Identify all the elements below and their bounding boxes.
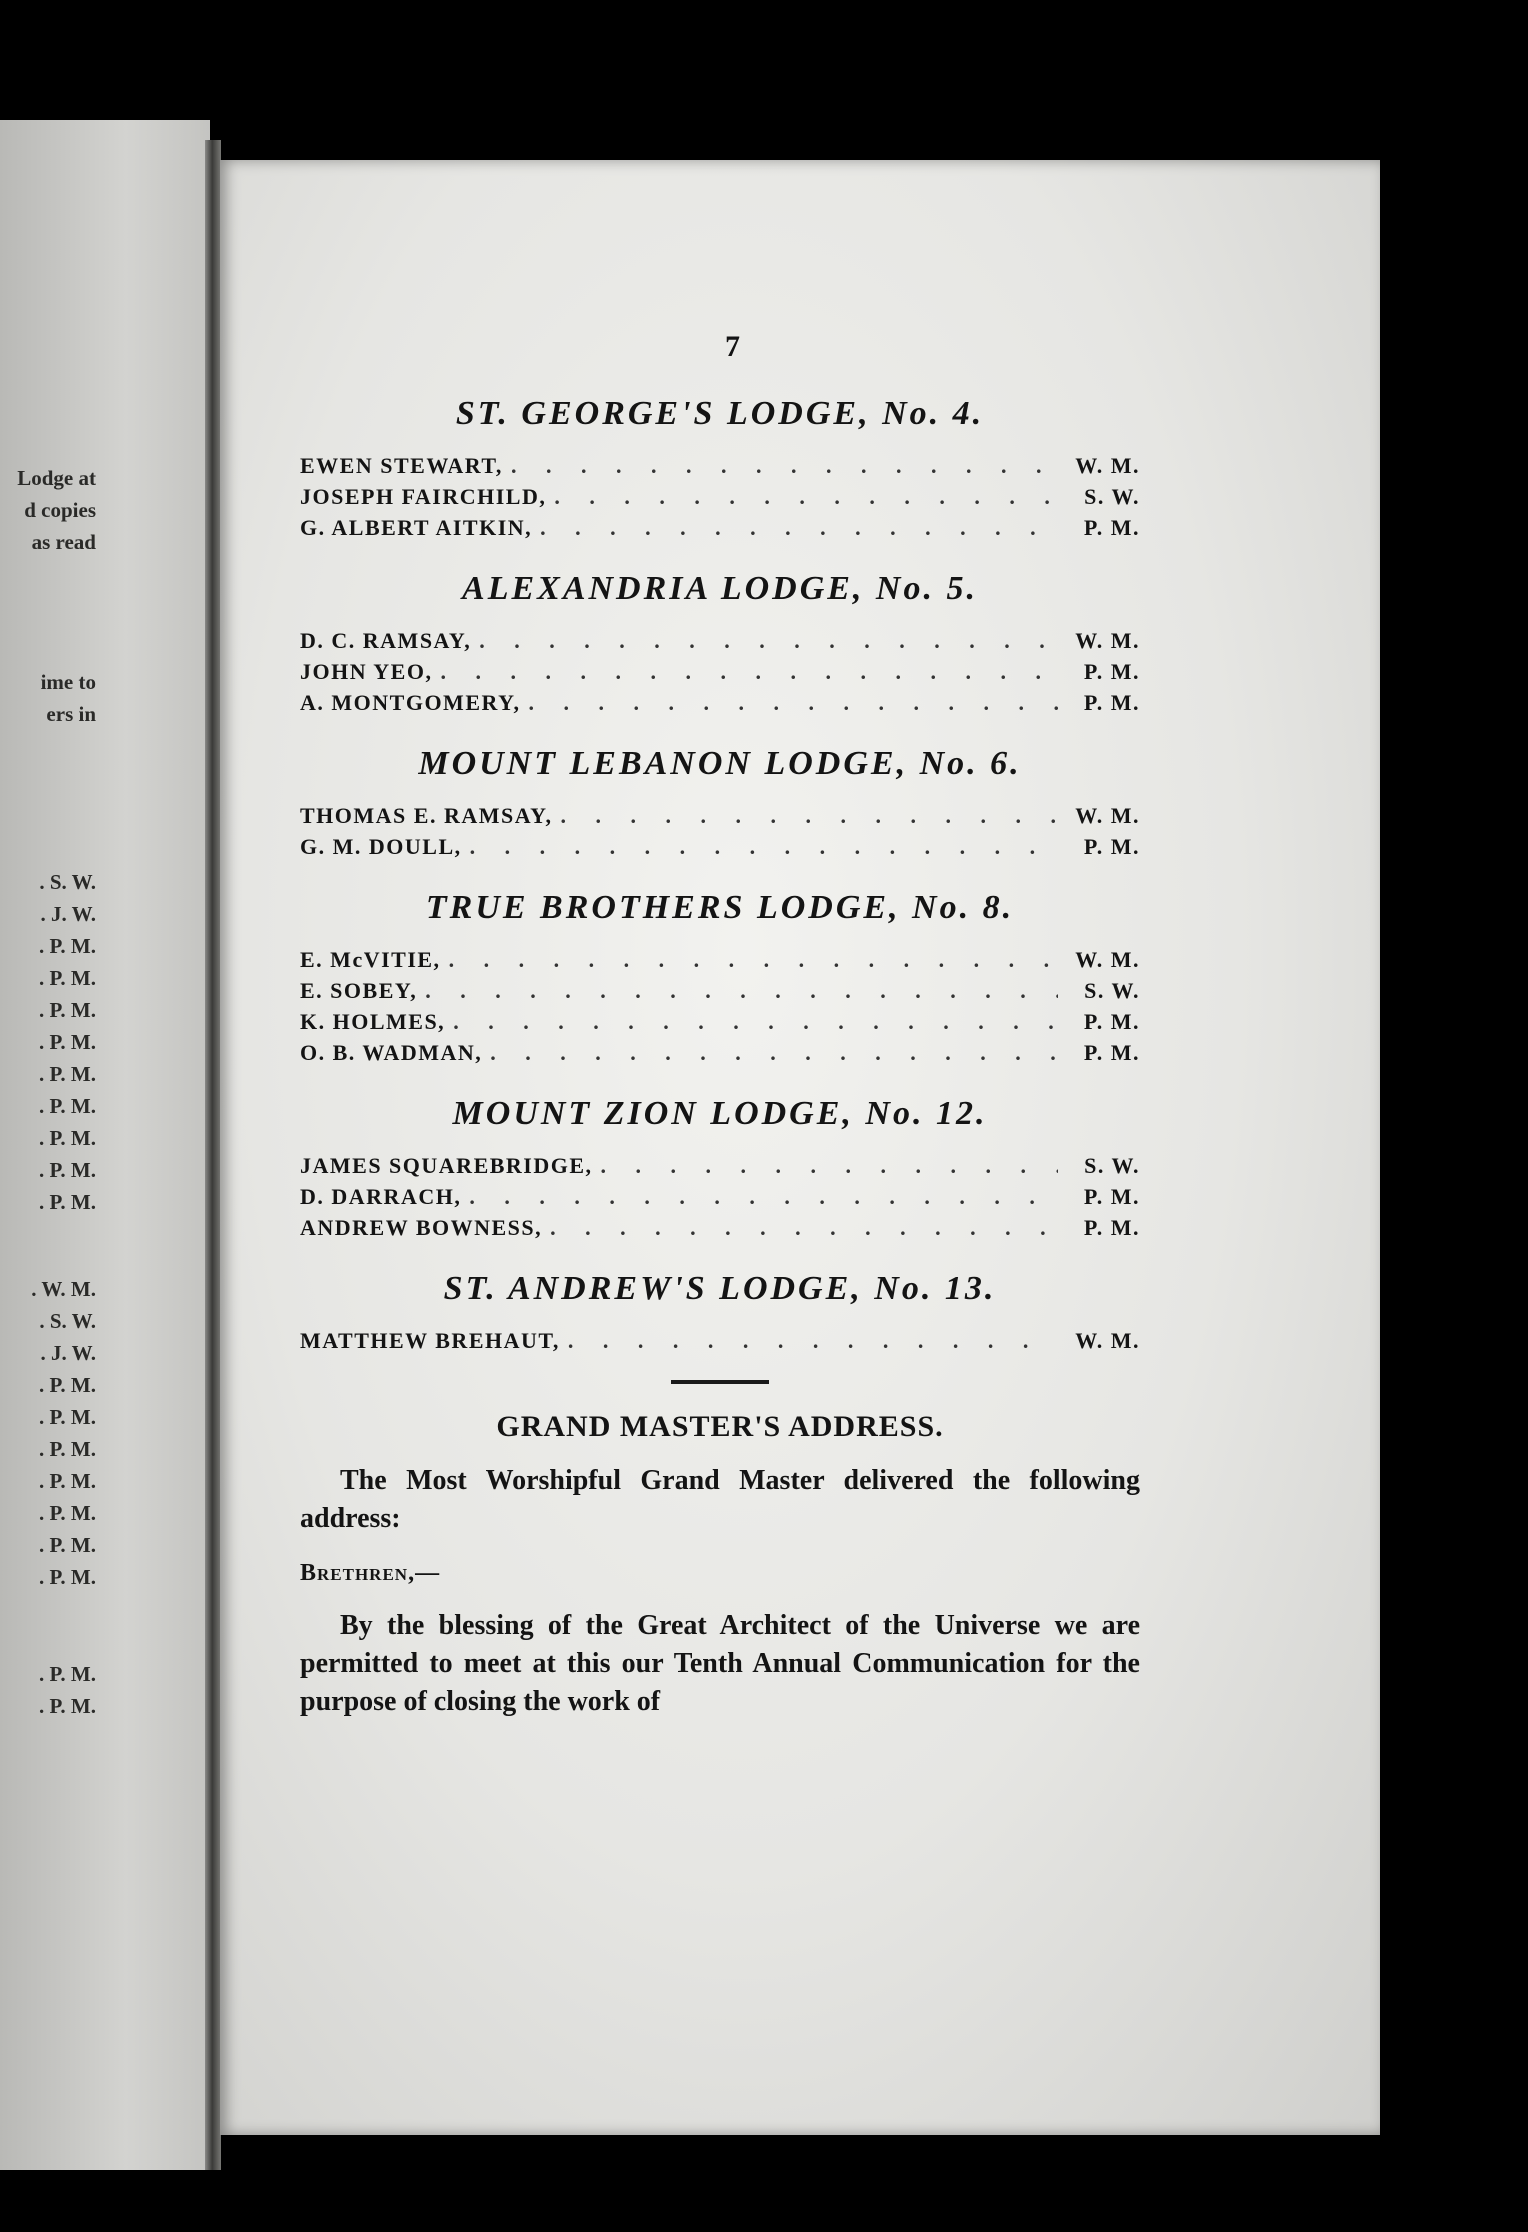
officer-list — [300, 1150, 1140, 1243]
margin-fragment: d copies — [24, 498, 96, 522]
leader-dots — [470, 831, 1058, 862]
leader-dots — [425, 975, 1058, 1006]
officer-role: W. M. — [1075, 947, 1140, 972]
margin-role: . P. M. — [39, 1158, 96, 1182]
margin-role: . P. M. — [39, 1533, 96, 1557]
officer-role: W. M. — [1075, 628, 1140, 653]
leader-dots — [554, 481, 1058, 512]
left-margin-roles-group-2 — [0, 1273, 96, 1593]
lodge-heading: ST. ANDREW'S LODGE, No. 13. — [443, 1270, 997, 1307]
officer-row — [300, 656, 1140, 687]
lodge-section — [300, 742, 1140, 862]
officer-list — [300, 944, 1140, 1068]
leader-dots — [490, 1037, 1058, 1068]
officer-name: EWEN STEWART, — [300, 453, 503, 478]
margin-role: . P. M. — [39, 1190, 96, 1214]
officer-name: ANDREW BOWNESS, — [300, 1215, 543, 1240]
officer-row — [300, 1181, 1140, 1212]
left-margin-middle-fragments — [0, 666, 96, 730]
officer-name: G. ALBERT AITKIN, — [300, 515, 533, 540]
margin-role: . P. M. — [39, 1437, 96, 1461]
lodge-section — [300, 567, 1140, 718]
lodge-section — [300, 1267, 1140, 1356]
lodge-heading: ALEXANDRIA LODGE, No. 5. — [462, 570, 978, 607]
left-margin-upper-fragments — [0, 462, 96, 558]
officer-name: A. MONTGOMERY, — [300, 690, 521, 715]
leader-dots — [449, 944, 1058, 975]
page-number: 7 — [725, 330, 740, 363]
leader-dots — [511, 450, 1058, 481]
officer-row — [300, 1325, 1140, 1356]
margin-fragment: Lodge at — [17, 466, 96, 490]
officer-name: K. HOLMES, — [300, 1009, 446, 1034]
officer-role: W. M. — [1075, 1328, 1140, 1353]
leader-dots — [440, 656, 1058, 687]
page-content — [300, 392, 1140, 1721]
officer-row — [300, 800, 1140, 831]
lodge-section — [300, 886, 1140, 1068]
officer-role: W. M. — [1075, 803, 1140, 828]
officer-role: P. M. — [1083, 659, 1140, 684]
officer-row — [300, 975, 1140, 1006]
leader-dots — [540, 512, 1058, 543]
officer-row — [300, 831, 1140, 862]
leader-dots — [568, 1325, 1058, 1356]
margin-role: . P. M. — [39, 1030, 96, 1054]
officer-name: MATTHEW BREHAUT, — [300, 1328, 560, 1353]
officer-row — [300, 1150, 1140, 1181]
lodge-heading: TRUE BROTHERS LODGE, No. 8. — [425, 889, 1015, 926]
margin-role: . P. M. — [39, 1469, 96, 1493]
margin-role: . P. M. — [39, 1094, 96, 1118]
officer-name: D. C. RAMSAY, — [300, 628, 472, 653]
officer-row — [300, 1212, 1140, 1243]
leader-dots — [550, 1212, 1058, 1243]
officer-role: P. M. — [1083, 1009, 1140, 1034]
lodge-heading: ST. GEORGE'S LODGE, No. 4. — [455, 395, 985, 432]
officer-row — [300, 1037, 1140, 1068]
left-margin-roles-group-3 — [0, 1658, 96, 1722]
margin-role: . P. M. — [39, 966, 96, 990]
address-salutation: Brethren,— — [300, 1560, 441, 1586]
lodge-section — [300, 1092, 1140, 1243]
margin-role: . P. M. — [39, 1405, 96, 1429]
margin-fragment: ers in — [46, 702, 96, 726]
lodge-heading: MOUNT LEBANON LODGE, No. 6. — [418, 745, 1022, 782]
margin-role: . J. W. — [40, 902, 96, 926]
officer-role: P. M. — [1083, 690, 1140, 715]
officer-name: E. SOBEY, — [300, 978, 418, 1003]
book-gutter — [205, 140, 221, 2170]
margin-role: . P. M. — [39, 1694, 96, 1718]
officer-row — [300, 944, 1140, 975]
officer-list — [300, 800, 1140, 862]
lodge-section — [300, 392, 1140, 543]
margin-fragment: ime to — [40, 670, 96, 694]
leader-dots — [601, 1150, 1058, 1181]
officer-role: W. M. — [1075, 453, 1140, 478]
officer-role: S. W. — [1084, 484, 1140, 509]
margin-role: . P. M. — [39, 1501, 96, 1525]
officer-row — [300, 512, 1140, 543]
margin-role: . P. M. — [39, 1126, 96, 1150]
officer-role: P. M. — [1083, 1040, 1140, 1065]
officer-row — [300, 687, 1140, 718]
leader-dots — [479, 625, 1058, 656]
officer-name: D. DARRACH, — [300, 1184, 462, 1209]
officer-list — [300, 625, 1140, 718]
officer-row — [300, 1006, 1140, 1037]
margin-role: . P. M. — [39, 998, 96, 1022]
officer-role: S. W. — [1084, 978, 1140, 1003]
officer-row — [300, 481, 1140, 512]
officer-row — [300, 450, 1140, 481]
address-intro: The Most Worshipful Grand Master delivered the following address: — [300, 1465, 1140, 1534]
left-page — [0, 120, 210, 2170]
margin-role: . S. W. — [39, 870, 96, 894]
margin-role: . W. M. — [31, 1277, 96, 1301]
margin-role: . P. M. — [39, 1565, 96, 1589]
officer-role: P. M. — [1083, 1184, 1140, 1209]
margin-role: . P. M. — [39, 934, 96, 958]
officer-name: JOSEPH FAIRCHILD, — [300, 484, 547, 509]
lodge-heading: MOUNT ZION LODGE, No. 12. — [452, 1095, 988, 1132]
officer-role: P. M. — [1083, 834, 1140, 859]
officer-role: P. M. — [1083, 1215, 1140, 1240]
officer-name: E. McVITIE, — [300, 947, 441, 972]
section-divider — [671, 1380, 769, 1384]
officer-role: P. M. — [1083, 515, 1140, 540]
leader-dots — [560, 800, 1058, 831]
leader-dots — [528, 687, 1058, 718]
left-margin-roles-group-1 — [0, 866, 96, 1218]
margin-role: . J. W. — [40, 1341, 96, 1365]
officer-row — [300, 625, 1140, 656]
margin-role: . P. M. — [39, 1062, 96, 1086]
officer-name: O. B. WADMAN, — [300, 1040, 483, 1065]
margin-role: . P. M. — [39, 1662, 96, 1686]
officer-name: JAMES SQUAREBRIDGE, — [300, 1153, 593, 1178]
officer-list — [300, 450, 1140, 543]
leader-dots — [469, 1181, 1058, 1212]
officer-role: S. W. — [1084, 1153, 1140, 1178]
officer-name: JOHN YEO, — [300, 659, 433, 684]
address-title: GRAND MASTER'S ADDRESS. — [496, 1410, 944, 1443]
officer-name: G. M. DOULL, — [300, 834, 462, 859]
officer-list — [300, 1325, 1140, 1356]
margin-role: . S. W. — [39, 1309, 96, 1333]
margin-fragment: as read — [31, 530, 96, 554]
address-body: By the blessing of the Great Architect of the Universe we are permitted to meet at this our Tenth Annual Communication for the purpose of closing the work of — [300, 1610, 1140, 1717]
leader-dots — [453, 1006, 1058, 1037]
margin-role: . P. M. — [39, 1373, 96, 1397]
officer-name: THOMAS E. RAMSAY, — [300, 803, 553, 828]
